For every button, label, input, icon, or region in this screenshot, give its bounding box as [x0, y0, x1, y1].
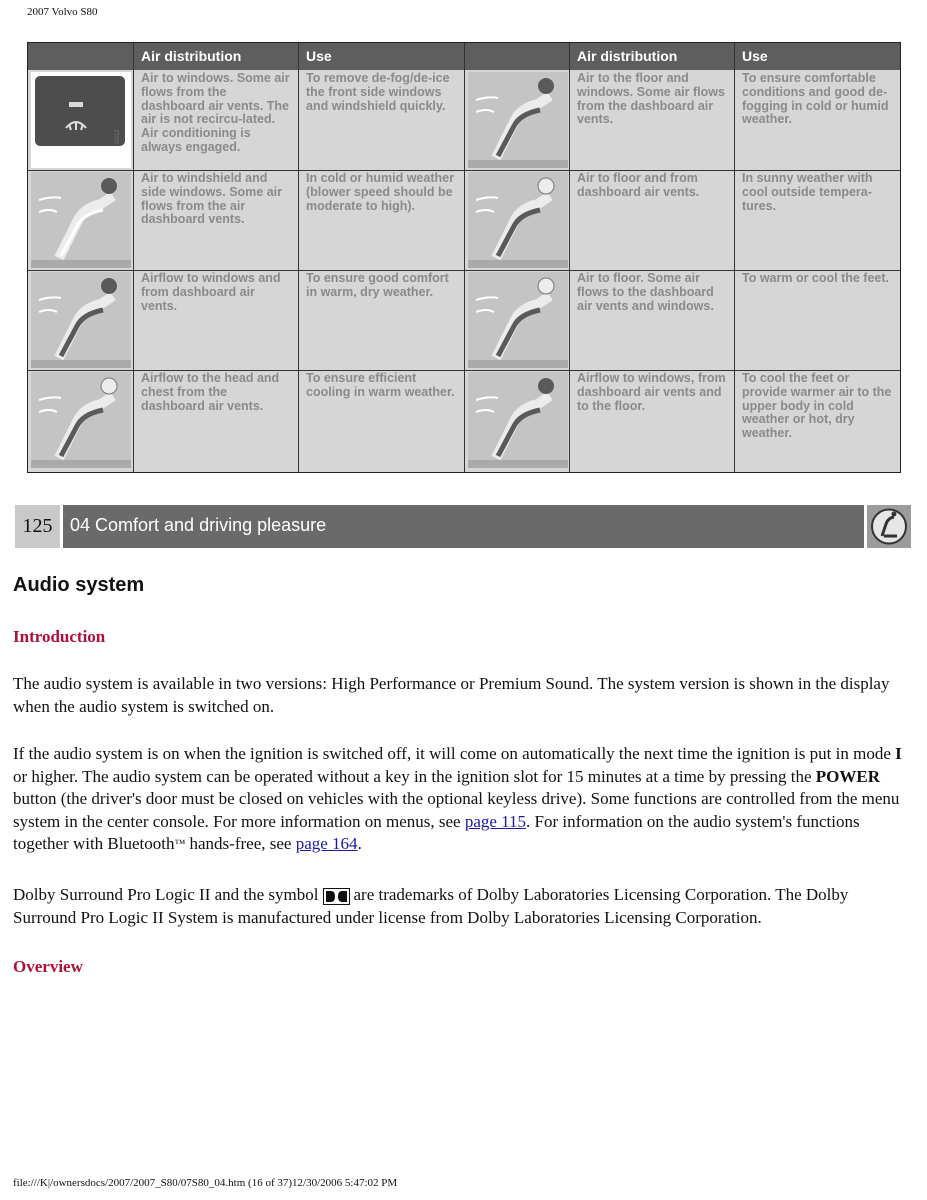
defroster-button-icon — [31, 72, 131, 168]
intro-paragraph: The audio system is available in two versions: High Performance or Premium Sound. The system version is shown in the display when the audio system is switched on. — [13, 674, 890, 716]
table-cell-use: To remove de-fog/de-ice the front side windows and windshield quickly. — [306, 71, 450, 113]
seat-airflow-icon — [31, 172, 131, 268]
table-cell-use: To ensure good comfort in warm, dry weather. — [306, 271, 449, 299]
table-cell-air-distribution: Airflow to windows, from dashboard air vents and to the floor. — [577, 371, 726, 413]
table-cell-use: To ensure comfortable conditions and good de-fogging in cold or humid weather. — [742, 71, 889, 127]
seat-airflow-icon — [31, 372, 131, 468]
dolby-double-d-icon — [323, 888, 350, 905]
page-title: Audio system — [13, 574, 145, 596]
air-distribution-table — [27, 42, 901, 473]
seat-airflow-icon — [468, 372, 568, 468]
table-cell-use: To cool the feet or provide warmer air to the upper body in cold weather or hot, dry weather. — [742, 371, 892, 441]
seat-airflow-icon — [31, 272, 131, 368]
seat-airflow-icon — [468, 172, 568, 268]
table-cell-air-distribution: Air to the floor and windows. Some air flows from the dashboard air vents. — [577, 71, 725, 127]
introduction-heading: Introduction — [13, 627, 106, 646]
page-164-link[interactable]: page 164 — [295, 834, 358, 853]
seat-airflow-icon — [468, 72, 568, 168]
table-cell-use: In cold or humid weather (blower speed should be moderate to high). — [306, 171, 454, 213]
seat-comfort-icon — [867, 505, 911, 548]
overview-heading: Overview — [13, 957, 83, 976]
table-cell-air-distribution: Airflow to windows and from dashboard air vents. — [141, 271, 281, 313]
section-title: 04 Comfort and driving pleasure — [63, 505, 864, 548]
table-cell-air-distribution: Air to floor and from dashboard air vents. — [577, 171, 700, 199]
document-header: 2007 Volvo S80 — [27, 6, 98, 18]
table-cell-use: To warm or cool the feet. — [742, 271, 890, 285]
page-115-link[interactable]: page 115 — [464, 811, 527, 831]
table-cell-air-distribution: Air to windows. Some air flows from the dashboard air vents. The air is not recircu-lated. Air conditioning is always engaged. — [141, 71, 290, 154]
header-air-distribution: Air distribution — [577, 48, 678, 64]
file-path-footer: file:///K|/ownersdocs/2007/2007_S80/07S80_04.htm (16 of 37)12/30/2006 5:47:02 PM — [13, 1177, 398, 1189]
svg-text:G012: G012 — [115, 129, 121, 144]
seat-airflow-icon — [468, 272, 568, 368]
table-cell-use: To ensure efficient cooling in warm weather. — [306, 371, 455, 399]
header-use: Use — [742, 48, 768, 64]
dolby-paragraph: Dolby Surround Pro Logic II and the symbol are trademarks of Dolby Laboratories Licensing Corporation. The Dolby Surround Pro Logic II System is manufactured under license from Dolby Laboratories Licensing Corporation. — [13, 885, 849, 927]
header-air-distribution: Air distribution — [141, 48, 242, 64]
header-use: Use — [306, 48, 332, 64]
table-cell-air-distribution: Air to windshield and side windows. Some air flows from the air dashboard vents. — [141, 171, 283, 227]
section-band — [15, 505, 911, 548]
ignition-paragraph: If the audio system is on when the ignition is switched off, it will come on automatically the next time the ignition is put in mode I or higher. The audio system can be operated without a key in the ignition slot for 15 minutes at a time by pressing the POWER button (the driver's door must be closed on vehicles with the optional keyless drive). Some functions are controlled from the menu system in the center console. For more information on menus, see page 115. For information on the audio system's functions together with Bluetooth™ hands-free, see page 164. — [13, 744, 902, 853]
page-number: 125 — [15, 505, 60, 548]
table-cell-air-distribution: Airflow to the head and chest from the dashboard air vents. — [141, 371, 280, 413]
table-cell-use: In sunny weather with cool outside tempera-tures. — [742, 171, 873, 213]
table-cell-air-distribution: Air to floor. Some air flows to the dashboard air vents and windows. — [577, 271, 714, 313]
